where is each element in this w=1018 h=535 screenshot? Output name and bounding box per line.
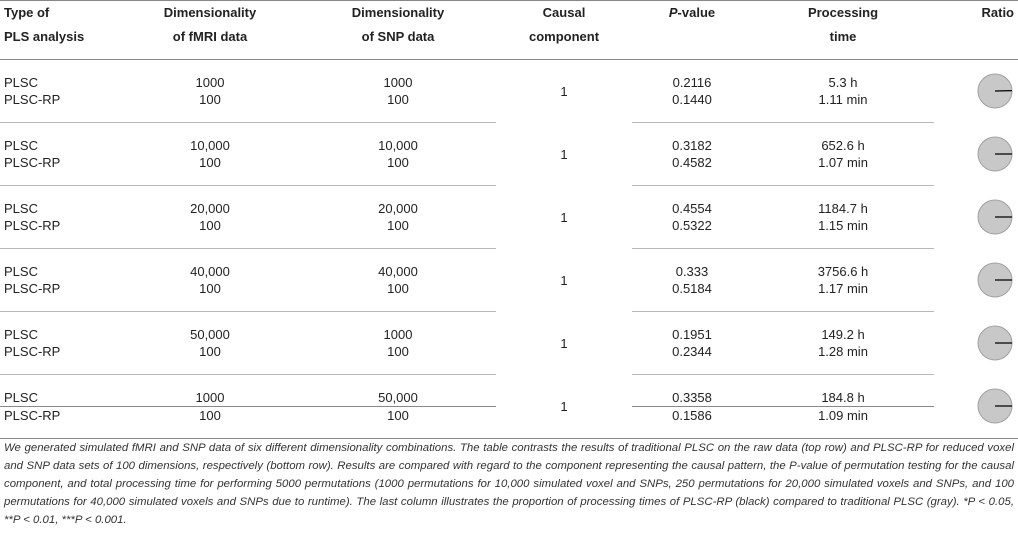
- analysis-type-value: PLSC-RP: [4, 281, 61, 296]
- processing-time-cell: [752, 91, 934, 123]
- analysis-type-value: PLSC-RP: [4, 218, 61, 233]
- ratio-cell: [934, 312, 1018, 375]
- analysis-type-cell: [0, 60, 120, 92]
- analysis-type-cell: [0, 249, 120, 281]
- fmri-dim-cell: [120, 249, 300, 281]
- fmri-dim-cell: [120, 60, 300, 92]
- analysis-type-cell: [0, 186, 120, 218]
- p-value-cell: [632, 407, 752, 439]
- p-value-value: 0.1586: [672, 408, 712, 423]
- header-snp-line1: Dimensionality: [351, 5, 445, 20]
- snp-dim-value: 1000: [383, 75, 413, 90]
- fmri-dim-value: 40,000: [190, 264, 230, 279]
- processing-time-value: 1.15 min: [818, 218, 868, 233]
- table-caption: We generated simulated fMRI and SNP data of six different dimensionality combinations. The table contrasts the results of traditional PLSC on the raw data (top row) and PLSC-RP for reduced voxel and SNP data sets of 100 dimensions, respectively (bottom row). Results are compared with regard to the component representing the causal pattern, the P-value of permutation testing for the causal component, and total processing time for performing 5000 permutations (1000 permutations for 10,000 simulated voxel and SNPs, 250 permutations for 20,000 simulated voxels and SNPs, and 100 permutations for 40,000 simulated voxels and SNPs due to runtime). The last column illustrates the proportion of processing times of PLSC-RP (black) compared to traditional PLSC (gray). *P < 0.05, **P < 0.01, ***P < 0.001.: [4, 442, 1014, 526]
- analysis-type-value: PLSC-RP: [4, 155, 61, 170]
- snp-dim-cell: [300, 91, 496, 123]
- analysis-type-cell: [0, 91, 120, 123]
- analysis-type-value: PLSC: [4, 327, 38, 342]
- snp-dim-cell: [300, 60, 496, 92]
- p-value-value: 0.5184: [672, 281, 712, 296]
- processing-time-cell: [752, 343, 934, 375]
- header-pvalue-p: P: [668, 5, 678, 20]
- snp-dim-value: 50,000: [378, 390, 418, 405]
- header-snp: [300, 1, 496, 60]
- p-value-value: 0.4554: [672, 201, 712, 216]
- header-causal-line2: component: [528, 29, 600, 44]
- table-row: [0, 249, 1018, 281]
- processing-time-cell: [752, 217, 934, 249]
- snp-dim-cell: [300, 280, 496, 312]
- analysis-type-cell: [0, 217, 120, 249]
- processing-time-cell: [752, 375, 934, 407]
- ratio-cell: [934, 186, 1018, 249]
- table-row: [0, 60, 1018, 92]
- snp-dim-cell: [300, 123, 496, 155]
- p-value-cell: [632, 280, 752, 312]
- header-fmri-line1: Dimensionality: [163, 5, 257, 20]
- processing-time-value: 652.6 h: [821, 138, 865, 153]
- causal-component-value: 1: [560, 272, 568, 288]
- header-type: [0, 1, 120, 60]
- analysis-type-value: PLSC: [4, 264, 38, 279]
- snp-dim-value: 100: [387, 218, 409, 233]
- ratio-pie-chart: [976, 261, 1014, 299]
- fmri-dim-value: 50,000: [190, 327, 230, 342]
- header-snp-line2: of SNP data: [361, 29, 435, 44]
- p-value-value: 0.3358: [672, 390, 712, 405]
- ratio-cell: [934, 123, 1018, 186]
- fmri-dim-cell: [120, 312, 300, 344]
- analysis-type-value: PLSC: [4, 201, 38, 216]
- p-value-value: 0.5322: [672, 218, 712, 233]
- processing-time-value: 3756.6 h: [817, 264, 869, 279]
- snp-dim-cell: [300, 312, 496, 344]
- p-value-cell: [632, 154, 752, 186]
- table-row: [0, 375, 1018, 407]
- p-value-value: 0.2116: [672, 75, 712, 90]
- table-row: [0, 186, 1018, 218]
- snp-dim-cell: [300, 217, 496, 249]
- table-header: [0, 1, 1018, 60]
- processing-time-value: 1.11 min: [818, 92, 868, 107]
- fmri-dim-value: 100: [199, 281, 221, 296]
- p-value-cell: [632, 60, 752, 92]
- ratio-pie-chart: [976, 72, 1014, 110]
- causal-component-cell: [496, 375, 632, 439]
- p-value-cell: [632, 312, 752, 344]
- ratio-pie-chart: [976, 387, 1014, 425]
- snp-dim-cell: [300, 186, 496, 218]
- processing-time-cell: [752, 154, 934, 186]
- processing-time-cell: [752, 123, 934, 155]
- processing-time-cell: [752, 312, 934, 344]
- header-causal-line1: Causal: [542, 5, 586, 20]
- p-value-cell: [632, 375, 752, 407]
- processing-time-value: 149.2 h: [821, 327, 865, 342]
- fmri-dim-value: 100: [199, 155, 221, 170]
- processing-time-value: 1.28 min: [818, 344, 868, 359]
- snp-dim-cell: [300, 154, 496, 186]
- snp-dim-value: 100: [387, 92, 409, 107]
- causal-component-cell: [496, 249, 632, 312]
- ratio-cell: [934, 60, 1018, 123]
- ratio-cell: [934, 375, 1018, 439]
- analysis-type-value: PLSC: [4, 138, 38, 153]
- snp-dim-value: 1000: [383, 327, 413, 342]
- p-value-value: 0.3182: [672, 138, 712, 153]
- p-value-value: 0.1951: [672, 327, 712, 342]
- fmri-dim-value: 1000: [195, 75, 225, 90]
- p-value-cell: [632, 123, 752, 155]
- header-time: [752, 1, 934, 60]
- analysis-type-cell: [0, 375, 120, 407]
- fmri-dim-cell: [120, 154, 300, 186]
- analysis-type-value: PLSC-RP: [4, 408, 61, 423]
- fmri-dim-cell: [120, 343, 300, 375]
- processing-time-cell: [752, 60, 934, 92]
- causal-component-cell: [496, 123, 632, 186]
- p-value-value: 0.2344: [672, 344, 712, 359]
- fmri-dim-value: 1000: [195, 390, 225, 405]
- analysis-type-cell: [0, 123, 120, 155]
- causal-component-cell: [496, 312, 632, 375]
- header-ratio: Ratio: [934, 1, 1018, 60]
- p-value-cell: [632, 91, 752, 123]
- header-causal: [496, 1, 632, 60]
- analysis-type-cell: [0, 280, 120, 312]
- snp-dim-value: 100: [387, 408, 409, 423]
- processing-time-value: 1.17 min: [818, 281, 868, 296]
- processing-time-value: 184.8 h: [821, 390, 865, 405]
- snp-dim-value: 100: [387, 344, 409, 359]
- analysis-type-value: PLSC-RP: [4, 344, 61, 359]
- processing-time-value: 1.09 min: [818, 408, 868, 423]
- processing-time-value: 1184.7 h: [818, 201, 868, 216]
- p-value-value: 0.4582: [672, 155, 712, 170]
- table-row: [0, 123, 1018, 155]
- header-fmri: [120, 1, 300, 60]
- header-time-line1: Processing: [807, 5, 879, 20]
- snp-dim-value: 100: [387, 155, 409, 170]
- table-body: [0, 60, 1018, 439]
- causal-component-value: 1: [560, 209, 568, 225]
- table-row: [0, 312, 1018, 344]
- analysis-type-value: PLSC-RP: [4, 92, 61, 107]
- processing-time-value: 5.3 h: [828, 75, 858, 90]
- causal-component-cell: [496, 186, 632, 249]
- snp-dim-value: 20,000: [378, 201, 418, 216]
- causal-component-cell: [496, 60, 632, 123]
- snp-dim-cell: [300, 343, 496, 375]
- fmri-dim-cell: [120, 217, 300, 249]
- fmri-dim-cell: [120, 91, 300, 123]
- fmri-dim-cell: [120, 407, 300, 439]
- processing-time-cell: [752, 407, 934, 439]
- fmri-dim-value: 100: [199, 218, 221, 233]
- analysis-type-cell: [0, 407, 120, 439]
- snp-dim-value: 10,000: [378, 138, 418, 153]
- snp-dim-cell: [300, 375, 496, 407]
- analysis-type-cell: [0, 312, 120, 344]
- header-pvalue-rest: -value: [677, 5, 716, 20]
- p-value-cell: [632, 217, 752, 249]
- analysis-type-cell: [0, 154, 120, 186]
- ratio-pie-chart: [976, 135, 1014, 173]
- p-value-cell: [632, 186, 752, 218]
- p-value-value: 0.1440: [672, 92, 712, 107]
- fmri-dim-cell: [120, 123, 300, 155]
- snp-dim-cell: [300, 249, 496, 281]
- analysis-type-value: PLSC: [4, 75, 38, 90]
- header-time-line2: time: [829, 29, 857, 44]
- header-fmri-line2: of fMRI data: [172, 29, 248, 44]
- processing-time-cell: [752, 280, 934, 312]
- p-value-value: 0.333: [675, 264, 709, 279]
- causal-component-value: 1: [560, 146, 568, 162]
- causal-component-value: 1: [560, 83, 568, 99]
- fmri-dim-value: 100: [199, 92, 221, 107]
- causal-component-value: 1: [560, 398, 568, 414]
- analysis-type-value: PLSC: [4, 390, 38, 405]
- fmri-dim-value: 100: [199, 408, 221, 423]
- fmri-dim-value: 100: [199, 344, 221, 359]
- processing-time-value: 1.07 min: [818, 155, 868, 170]
- header-pvalue: [632, 1, 752, 60]
- ratio-pie-chart: [976, 324, 1014, 362]
- snp-dim-value: 100: [387, 281, 409, 296]
- p-value-cell: [632, 249, 752, 281]
- ratio-cell: [934, 249, 1018, 312]
- processing-time-cell: [752, 249, 934, 281]
- fmri-dim-value: 20,000: [190, 201, 230, 216]
- fmri-dim-value: 10,000: [190, 138, 230, 153]
- snp-dim-value: 40,000: [378, 264, 418, 279]
- processing-time-cell: [752, 186, 934, 218]
- snp-dim-cell: [300, 407, 496, 439]
- header-type-line2: PLS analysis: [4, 29, 85, 44]
- fmri-dim-cell: [120, 280, 300, 312]
- fmri-dim-cell: [120, 375, 300, 407]
- fmri-dim-cell: [120, 186, 300, 218]
- ratio-pie-chart: [976, 198, 1014, 236]
- header-type-line1: Type of: [4, 5, 50, 20]
- causal-component-value: 1: [560, 335, 568, 351]
- analysis-type-cell: [0, 343, 120, 375]
- p-value-cell: [632, 343, 752, 375]
